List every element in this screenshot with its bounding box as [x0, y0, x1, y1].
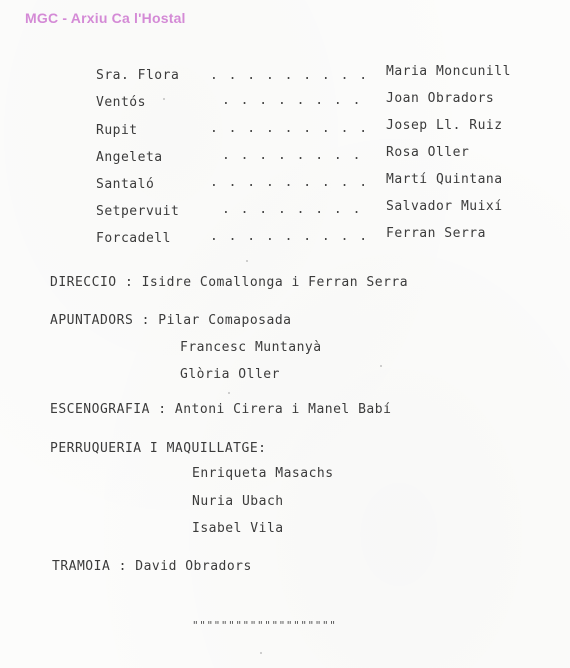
cast-actor: Joan Obradors	[386, 91, 495, 106]
makeup-name: Enriqueta Masachs	[192, 466, 334, 481]
cast-role: Ventós	[96, 95, 146, 110]
cast-actor: Rosa Oller	[386, 145, 470, 160]
cast-role: Sra. Flora	[96, 68, 180, 83]
scan-speck	[260, 652, 262, 654]
leader-dots: . . . . . . . . .	[210, 229, 369, 244]
cast-role: Setpervuit	[96, 204, 180, 219]
leader-dots: . . . . . . . . .	[210, 68, 369, 83]
cast-actor: Ferran Serra	[386, 226, 486, 241]
scan-speck	[246, 260, 248, 262]
cast-role: Santaló	[96, 177, 155, 192]
cast-actor: Josep Ll. Ruiz	[386, 118, 503, 133]
cast-actor: Maria Moncunill	[386, 64, 511, 79]
makeup-name: Nuria Ubach	[192, 494, 284, 509]
scan-speck	[163, 98, 165, 100]
stage-machinery-credit: TRAMOIA : David Obradors	[52, 559, 252, 574]
cast-role: Forcadell	[96, 231, 171, 246]
separator-line: """"""""""""""""""""	[192, 619, 337, 632]
makeup-heading: PERRUQUERIA I MAQUILLATGE:	[50, 441, 267, 456]
leader-dots: . . . . . . . . .	[210, 121, 369, 136]
leader-dots: . . . . . . . .	[222, 148, 362, 163]
direction-credit: DIRECCIO : Isidre Comallonga i Ferran Serra	[50, 275, 409, 290]
leader-dots: . . . . . . . .	[222, 93, 362, 108]
leader-dots: . . . . . . . . .	[210, 175, 369, 190]
scan-speck	[228, 392, 230, 394]
cast-actor: Martí Quintana	[386, 172, 503, 187]
scenography-credit: ESCENOGRAFIA : Antoni Cirera i Manel Babí	[50, 402, 392, 417]
cast-role: Rupit	[96, 123, 138, 138]
archive-watermark: MGC - Arxiu Ca l'Hostal	[25, 10, 186, 26]
cast-actor: Salvador Muixí	[386, 199, 503, 214]
makeup-name: Isabel Vila	[192, 521, 284, 536]
leader-dots: . . . . . . . .	[222, 202, 362, 217]
prompter-name: Glòria Oller	[180, 367, 280, 382]
cast-role: Angeleta	[96, 150, 163, 165]
prompter-name: Francesc Muntanyà	[180, 340, 322, 355]
scan-speck	[380, 365, 382, 367]
prompters-credit: APUNTADORS : Pilar Comaposada	[50, 313, 292, 328]
